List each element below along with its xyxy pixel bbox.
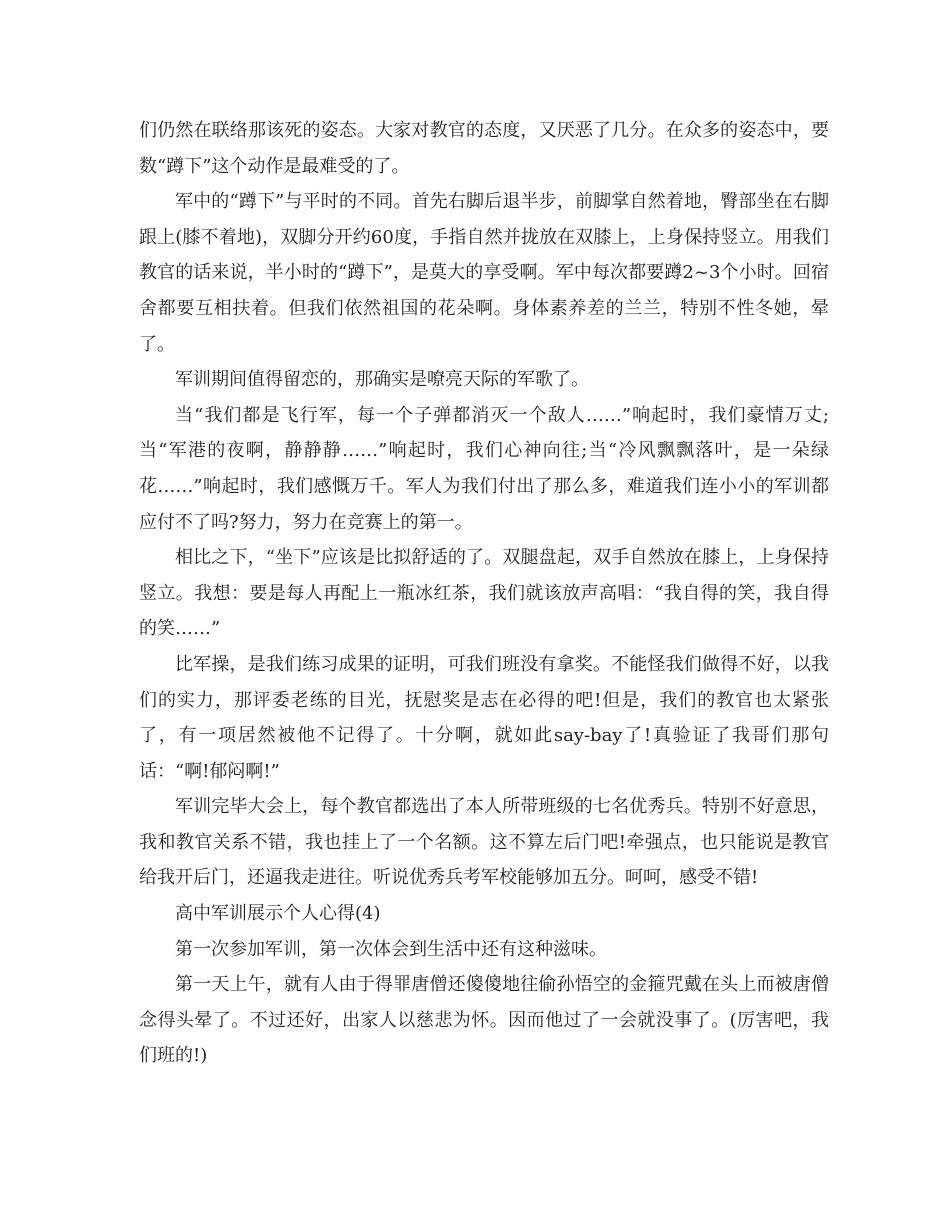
paragraph-squat-description: 军中的“蹲下”与平时的不同。首先右脚后退半步，前脚掌自然着地，臀部坐在右脚跟上(膝不着地)，双脚分开约60度，手指自然并拢放在双膝上，上身保持竖立。用我们教官的话来说，半小时的“蹲下”，是莫大的享受啊。军中每次都要蹲2~3个小时。回宿舍都要互相扶着。但我们依然祖国的花朵啊。身体素养差的兰兰，特别不性冬她，晕了。 — [139, 191, 829, 355]
document-body — [139, 113, 829, 1074]
paragraph-first-morning: 第一天上午，就有人由于得罪唐僧还傻傻地往偷孙悟空的金箍咒戴在头上而被唐僧念得头晕了。不过还好，出家人以慈悲为怀。因而他过了一会就没事了。(厉害吧，我们班的!) — [139, 974, 829, 1067]
section-heading: 高中军训展示个人心得(4) — [175, 903, 381, 925]
paragraph-drill-competition: 比军操，是我们练习成果的证明，可我们班没有拿奖。不能怪我们做得不好，以我们的实力，那评委老练的目光，抚慰奖是志在必得的吧!但是，我们的教官也太紧张了，有一项居然被他不记得了。十分啊，就如此say-bay了!真验证了我哥们那句话：“啊!郁闷啊!” — [139, 653, 829, 782]
paragraph-military-songs-intro: 军训期间值得留恋的，那确实是嘹亮天际的军歌了。 — [175, 369, 589, 391]
paragraph-military-songs: 当“我们都是飞行军，每一个子弹都消灭一个敌人……”响起时，我们豪情万丈;当“军港的夜啊，静静静……”响起时，我们心神向往;当“冷风飘飘落叶，是一朵绿花……”响起时，我们感慨万千。军人为我们付出了那么多，难道我们连小小的军训都应付不了吗?努力，努力在竞赛上的第一。 — [139, 404, 829, 533]
paragraph-first-training: 第一次参加军训，第一次体会到生活中还有这种滋味。 — [175, 938, 607, 960]
paragraph-sitting: 相比之下，“坐下”应该是比拟舒适的了。双腿盘起，双手自然放在膝上，上身保持竖立。我想：要是每人再配上一瓶冰红茶，我们就该放声高唱：“我自得的笑，我自得的笑……” — [139, 547, 829, 640]
paragraph-excellent-soldier: 军训完毕大会上，每个教官都选出了本人所带班级的七名优秀兵。特别不好意思，我和教官关系不错，我也挂上了一个名额。这不算左后门吧!牵强点，也只能说是教官给我开后门，还逼我走进往。听说优秀兵考军校能够加五分。呵呵，感受不错! — [139, 796, 829, 889]
paragraph-continuation: 们仍然在联络那该死的姿态。大家对教官的态度，又厌恶了几分。在众多的姿态中，要数“蹲下”这个动作是最难受的了。 — [139, 120, 829, 177]
